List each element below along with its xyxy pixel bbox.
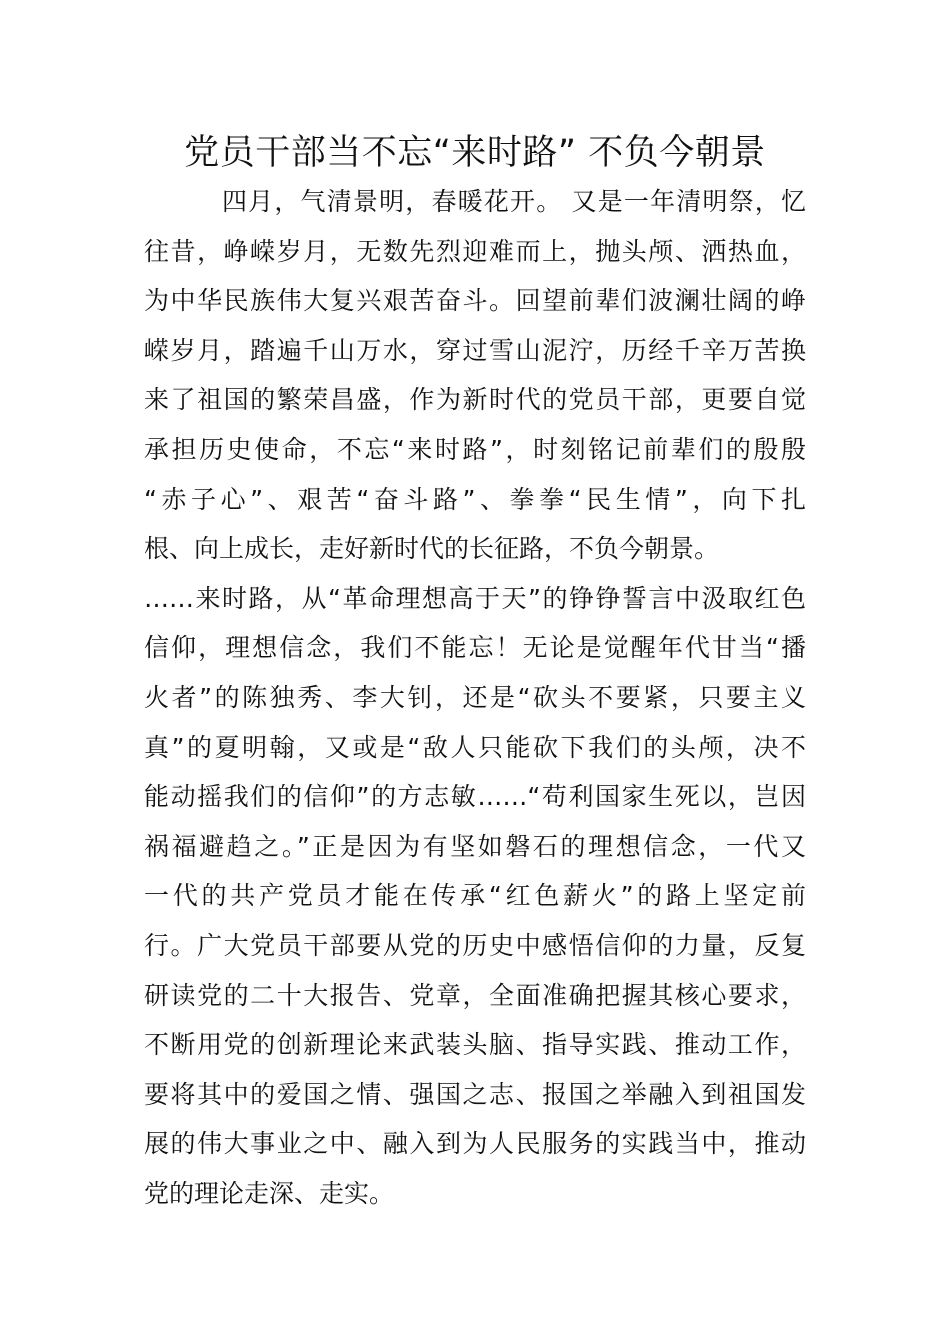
document-title: 党员干部当不忘“来时路” 不负今朝景: [184, 133, 766, 173]
text-line: 研读党的二十大报告、党章，全面准确把握其核心要求，: [144, 980, 806, 1010]
text-line: 党的理论走深、走实。: [144, 1178, 395, 1208]
text-line: 根、向上成长，走好新时代的长征路，不负今朝景。: [144, 534, 720, 564]
text-line: 展的伟大事业之中、融入到为人民服务的实践当中，推动: [144, 1129, 806, 1159]
text-line: 行。广大党员干部要从党的历史中感悟信仰的力量，反复: [144, 930, 806, 960]
text-line: 真”的夏明翰，又或是“敌人只能砍下我们的头颅，决不: [144, 732, 806, 762]
text-line: ……来时路，从“革命理想高于天”的铮铮誓言中汲取红色: [144, 583, 806, 613]
text-line: 信仰，理想信念，我们不能忘！无论是觉醒年代甘当“播: [144, 633, 806, 663]
text-line: 往昔，峥嵘岁月，无数先烈迎难而上，抛头颅、洒热血，: [144, 236, 806, 266]
paragraph-1: [144, 177, 806, 574]
text-line: “赤子心”、艰苦“奋斗路”、拳拳“民生情”，向下扎: [144, 484, 806, 514]
text-line: 祸福避趋之。”正是因为有坚如磐石的理想信念，一代又: [144, 831, 806, 861]
text-line: 要将其中的爱国之情、强国之志、报国之举融入到祖国发: [144, 1079, 806, 1109]
text-line: 来了祖国的繁荣昌盛，作为新时代的党员干部，更要自觉: [144, 385, 806, 415]
text-line: 嵘岁月，踏遍千山万水，穿过雪山泥泞，历经千辛万苦换: [144, 335, 806, 365]
text-line: 能动摇我们的信仰”的方志敏……“苟利国家生死以，岂因: [144, 782, 806, 812]
text-line: 四月，气清景明，春暖花开。 又是一年清明祭，忆: [222, 187, 806, 216]
document-body: [144, 177, 806, 1218]
paragraph-2: [144, 574, 806, 1219]
text-line: 承担历史使命，不忘“来时路”，时刻铭记前辈们的殷殷: [144, 434, 806, 464]
text-line: 火者”的陈独秀、李大钊，还是“砍头不要紧，只要主义: [144, 682, 806, 712]
text-line: 一代的共产党员才能在传承“红色薪火”的路上坚定前: [144, 881, 806, 911]
text-line: 不断用党的创新理论来武装头脑、指导实践、推动工作，: [144, 1030, 806, 1060]
text-line: 为中华民族伟大复兴艰苦奋斗。回望前辈们波澜壮阔的峥: [144, 286, 806, 316]
